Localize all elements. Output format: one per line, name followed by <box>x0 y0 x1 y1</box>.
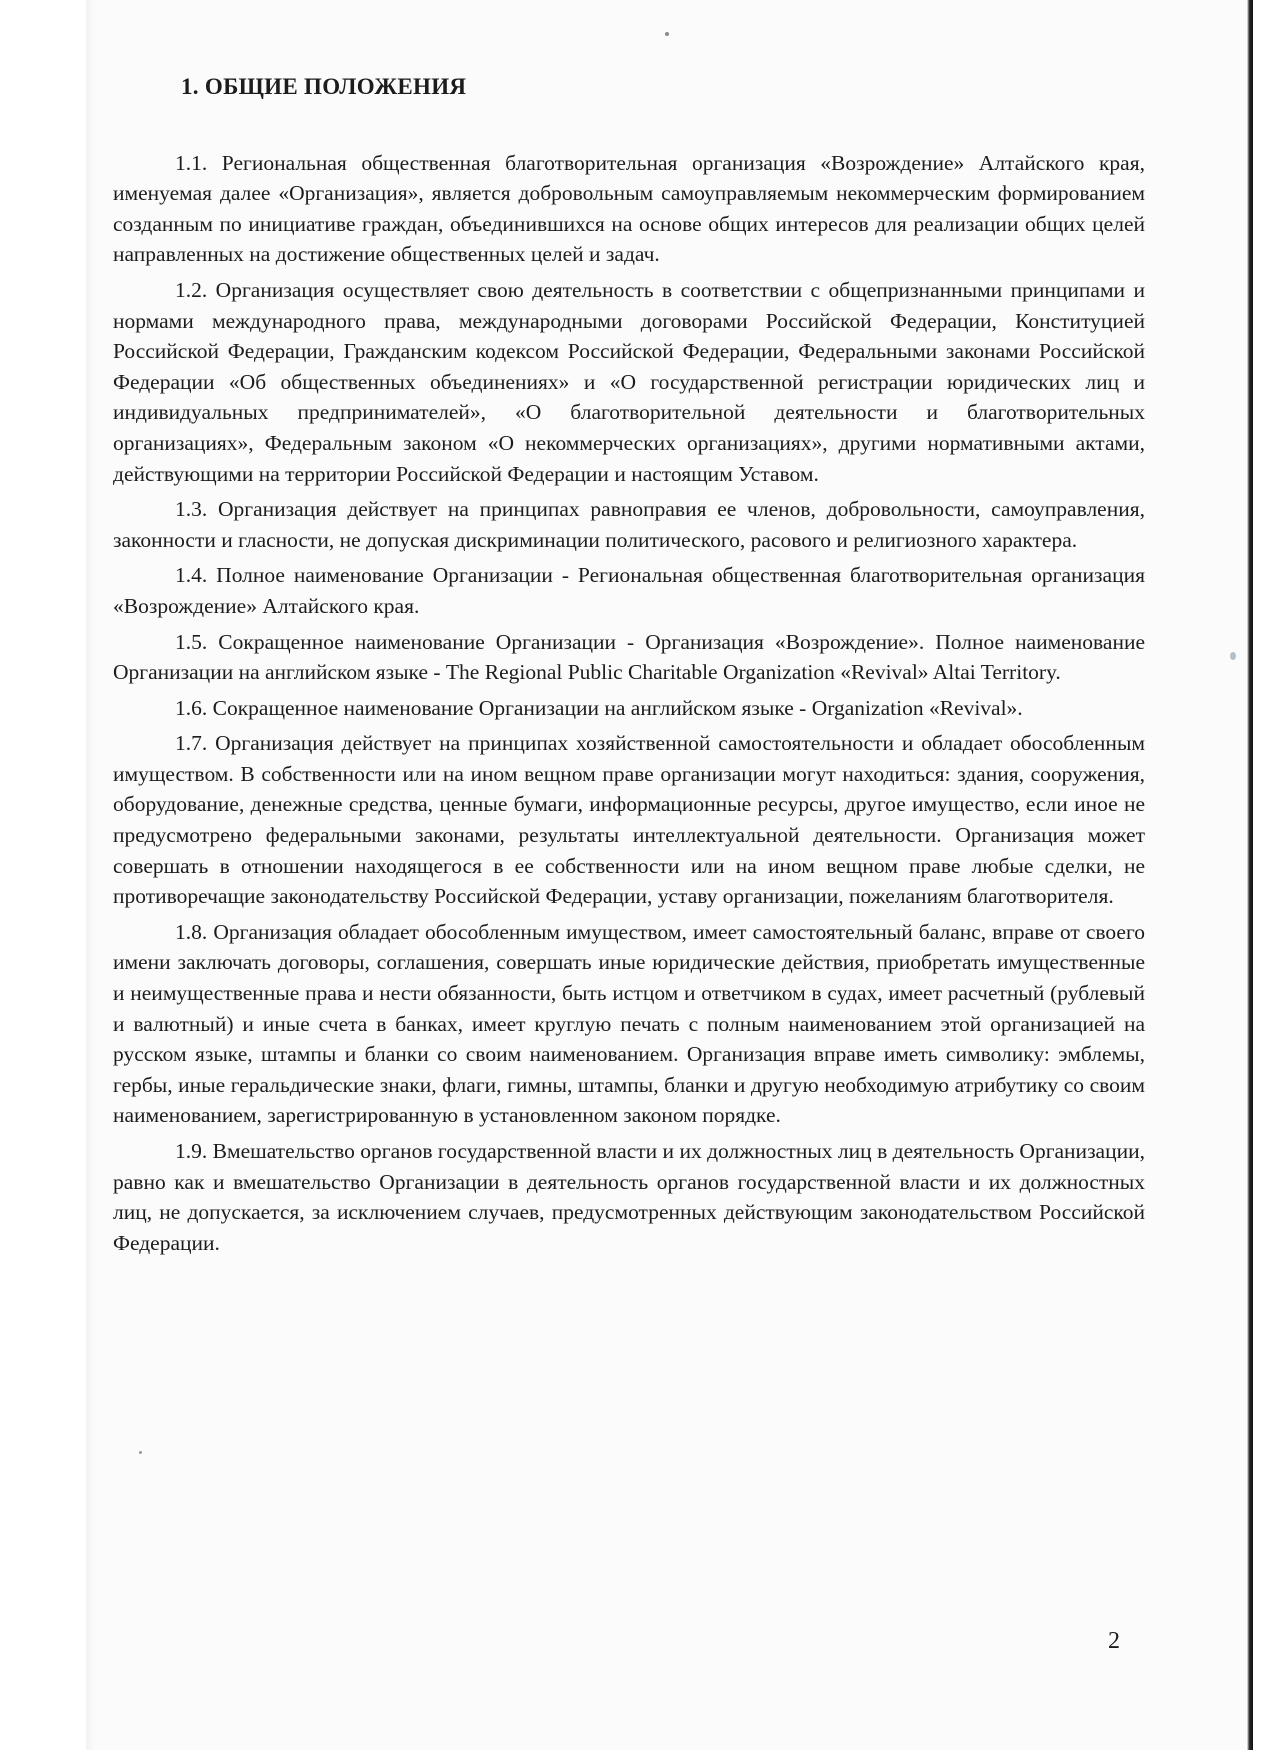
document-body <box>113 72 1145 1261</box>
section-heading: 1. ОБЩИЕ ПОЛОЖЕНИЯ <box>181 74 467 99</box>
paragraph-1-9: 1.9. Вмешательство органов государственной власти и их должностных лиц в деятельность Организации, равно как и вмешательство Организации в деятельность органов государственной власти и их должностных лиц, не допускается, за исключением случаев, предусмотренных действующим законодательством Российской Федерации. <box>113 1139 1145 1255</box>
paragraph-1-7: 1.7. Организация действует на принципах хозяйственной самостоятельности и обладает обособленным имуществом. В собственности или на ином вещном праве организации могут находиться: здания, сооружения, оборудование, денежные средства, ценные бумаги, информационные ресурсы, другое имущество, если иное не предусмотрено федеральными законами, результаты интеллектуальной деятельности. Организация может совершать в отношении находящегося в ее собственности или на ином вещном праве любые сделки, не противоречащие законодательству Российской Федерации, уставу организации, пожеланиям благотворителя. <box>113 731 1145 909</box>
paragraph-1-3: 1.3. Организация действует на принципах равноправия ее членов, добровольности, самоуправления, законности и гласности, не допуская дискриминации политического, расового и религиозного характера. <box>113 497 1145 552</box>
scan-speck-left <box>139 1451 142 1454</box>
paragraph-1-4: 1.4. Полное наименование Организации - Региональная общественная благотворительная организация «Возрождение» Алтайского края. <box>113 563 1145 618</box>
paragraph-1-2: 1.2. Организация осуществляет свою деятельность в соответствии с общепризнанными принципами и нормами международного права, международными договорами Российской Федерации, Конституцией Российской Федерации, Гражданским кодексом Российской Федерации, Федеральными законами Российской Федерации «Об общественных объединениях» и «О государственной регистрации юридических лиц и индивидуальных предпринимателей», «О благотворительной деятельности и благотворительных организациях», Федеральным законом «О некоммерческих организациях», другими нормативными актами, действующими на территории Российской Федерации и настоящим Уставом. <box>113 277 1145 486</box>
paragraph-1-1: 1.1. Региональная общественная благотворительная организация «Возрождение» Алтайского края, именуемая далее «Организация», является добровольным самоуправляемым некоммерческим формированием созданным по инициативе граждан, объединившихся на основе общих интересов для реализации общих целей направленных на достижение общественных целей и задач. <box>113 150 1145 267</box>
paragraph-1-5: 1.5. Сокращенное наименование Организации - Организация «Возрождение». Полное наименование Организации на английском языке - The Regional Public Charitable Organization «Revival» Altai Territory. <box>113 629 1145 685</box>
paragraph-1-8: 1.8. Организация обладает обособленным имуществом, имеет самостоятельный баланс, вправе от своего имени заключать договоры, соглашения, совершать иные юридические действия, приобретать имущественные и неимущественные права и нести обязанности, быть истцом и ответчиком в судах, имеет расчетный (рублевый и валютный) и иные счета в банках, имеет круглую печать с полным наименованием этой организацией на русском языке, штампы и бланки со своим наименованием. Организация вправе иметь символику: эмблемы, гербы, иные геральдические знаки, флаги, гимны, штампы, бланки и другую необходимую атрибутику со своим наименованием, зарегистрированную в установленном законом порядке. <box>113 919 1145 1128</box>
scan-speck-right <box>1230 652 1236 660</box>
scan-speck-top <box>665 32 669 36</box>
page-number: 2 <box>1108 1628 1120 1654</box>
paragraph-1-6: 1.6. Сокращенное наименование Организации на английском языке - Organization «Revival». <box>175 695 1023 720</box>
scan-right-edge <box>1247 0 1253 1750</box>
